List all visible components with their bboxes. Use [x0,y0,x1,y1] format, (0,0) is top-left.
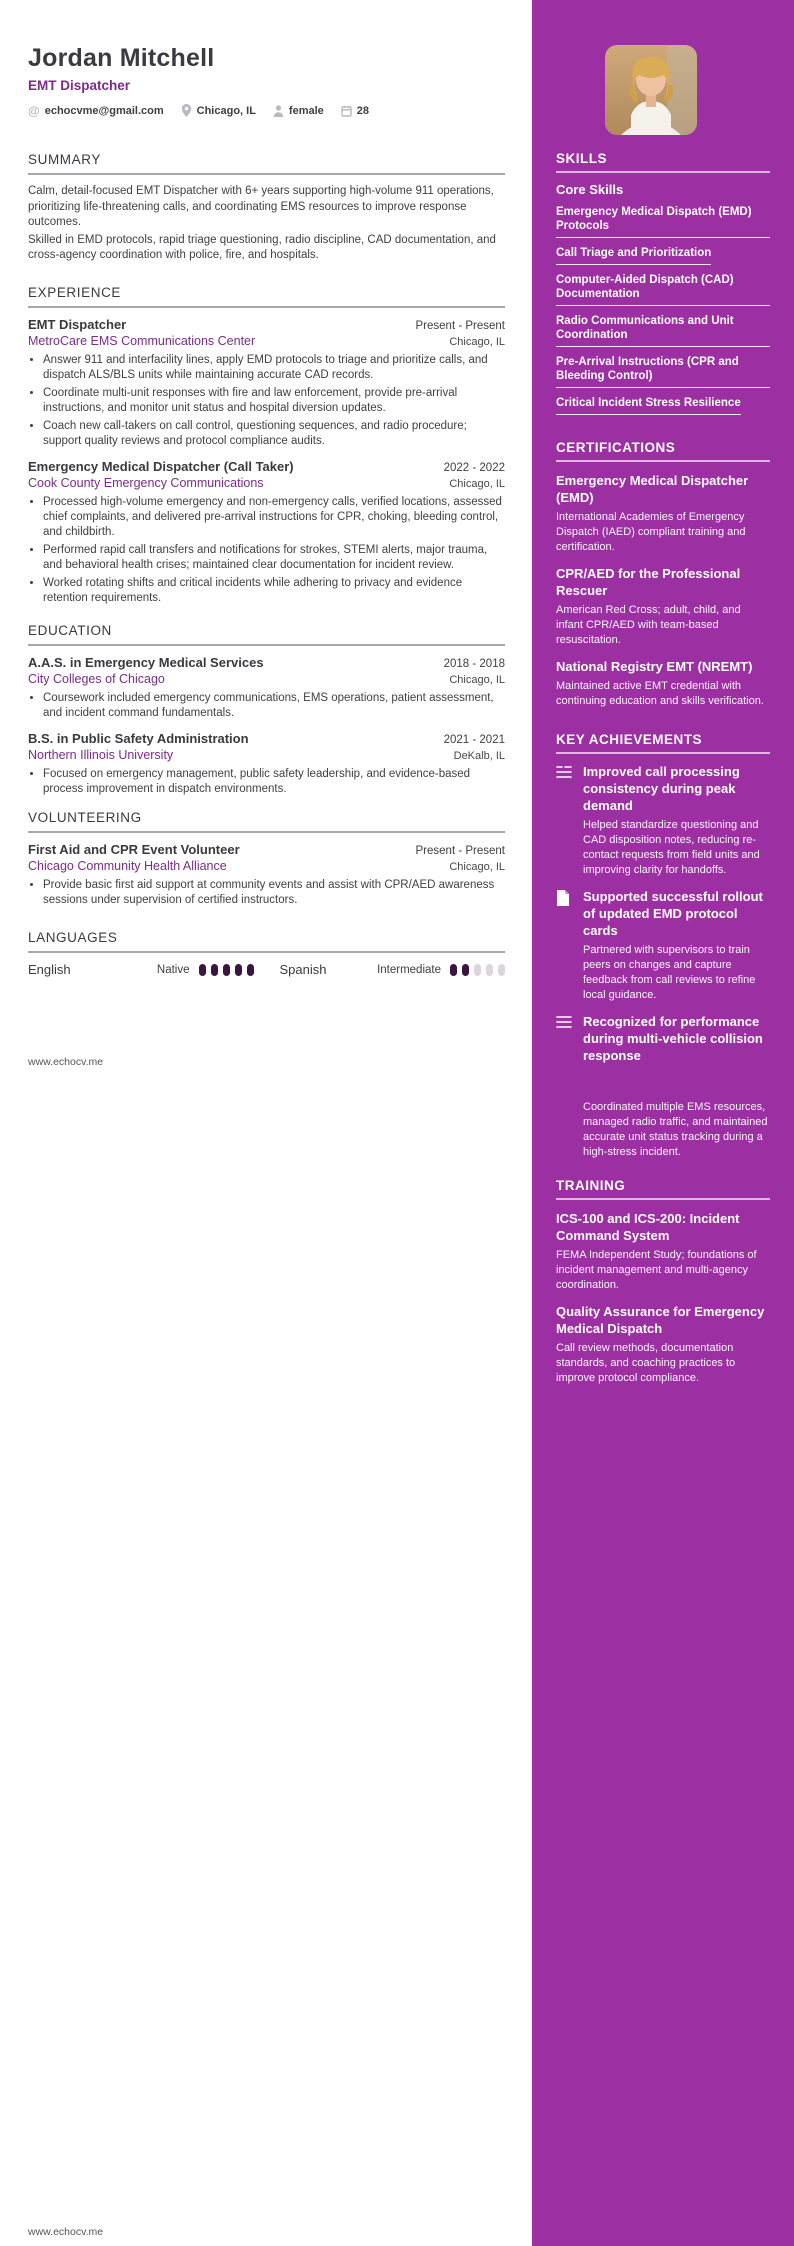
email-at-icon: @ [28,103,40,118]
skill-item: Emergency Medical Dispatch (EMD) Protocols [556,205,770,238]
education-entry [28,731,505,797]
volunteering-section [28,810,505,911]
certification-description: International Academies of Emergency Dispatch (IAED) compliant training and certification. [556,511,746,553]
contact-gender-text: female [288,104,324,117]
volunteer-dates: Present - Present [415,845,505,857]
achievement-item [556,888,770,1003]
certification-item [556,658,770,709]
education-heading: EDUCATION [28,623,112,638]
job-bullet: • Performed rapid call transfers and notifications for strokes, STEMI alerts, major trauma, and behavioral health crises; maintained clear documentation for incident review. [43,543,505,573]
training-item [556,1303,770,1386]
achievement-description: Coordinated multiple EMS resources, managed radio traffic, and maintained accurate unit status tracking during a high-stress incident. [583,1101,768,1158]
skill-item: Call Triage and Prioritization [556,246,711,265]
job-title: EMT Dispatcher [28,317,127,332]
summary-section [28,152,505,266]
job-bullet: • Coach new call-takers on call control, questioning sequences, and radio procedure; support quality reviews and protocol compliance audits. [43,419,505,449]
degree-bullet-list [28,691,505,721]
language-level: Intermediate [377,963,441,976]
language-item [280,962,506,977]
skills-group-label: Core Skills [556,182,624,197]
volunteering-entry [28,842,505,908]
resume-sidebar [532,0,794,2246]
language-name: English [28,962,71,977]
key-achievements-section [556,732,770,1064]
volunteer-bullet: • Provide basic first aid support at community events and assist with CPR/AED awareness sessions under supervision of certified instructors. [43,878,505,908]
school-location: DeKalb, IL [453,750,505,762]
degree-bullet-list [28,767,505,797]
achievement-title: Recognized for performance during multi-vehicle collision response [583,1014,763,1063]
sidebar-divider [556,171,770,173]
certification-description: American Red Cross; adult, child, and infant CPR/AED with team-based resuscitation. [556,604,741,646]
degree-title: B.S. in Public Safety Administration [28,731,249,746]
summary-paragraph: Calm, detail-focused EMT Dispatcher with 6+ years supporting high-volume 911 operations, prioritizing life-threatening calls, and coordinating EMS resources to improve response outcomes. [28,185,494,228]
job-bullet-list [28,495,505,606]
languages-section [28,930,505,977]
job-bullet: • Coordinate multi-unit responses with fire and law enforcement, provide pre-arrival instructions, and monitor unit status and hospital diversion updates. [43,386,505,416]
job-company: MetroCare EMS Communications Center [28,334,256,348]
website-link[interactable]: www.echocv.me [28,1056,104,1068]
section-divider [28,173,505,175]
language-item [28,962,254,977]
candidate-name: Jordan Mitchell [28,44,215,72]
certifications-heading: CERTIFICATIONS [556,440,676,455]
language-proficiency-dots [199,964,254,976]
school-name: City Colleges of Chicago [28,672,165,686]
education-entry [28,655,505,721]
training-section [556,1178,770,1386]
training-description: Call review methods, documentation standards, and coaching practices to improve protocol compliance. [556,1342,736,1384]
contact-location [181,104,256,117]
experience-section [28,285,505,609]
language-proficiency-dots [450,964,505,976]
achievement-title: Supported successful rollout of updated EMD protocol cards [583,889,763,938]
volunteer-bullet-list [28,878,505,908]
job-dates: Present - Present [415,320,505,332]
achievement-description: Partnered with supervisors to train peers on changes and capture feedback from call reviews to refine local guidance. [583,944,756,1001]
contact-email[interactable] [28,105,164,117]
menu-lines-icon [556,1013,573,1064]
volunteer-title: First Aid and CPR Event Volunteer [28,842,240,857]
job-location: Chicago, IL [449,478,505,490]
school-name: Northern Illinois University [28,748,174,762]
job-bullet-list [28,353,505,449]
sidebar-page2 [556,1100,770,1386]
job-bullet: • Worked rotating shifts and critical incidents while adhering to privacy and evidence retention requirements. [43,576,505,606]
section-divider [28,644,505,646]
document-icon [556,888,573,1003]
skills-heading: SKILLS [556,151,608,166]
volunteering-heading: VOLUNTEERING [28,810,142,825]
sidebar-divider [556,460,770,462]
language-level: Native [156,963,190,976]
skill-item: Radio Communications and Unit Coordination [556,314,770,347]
location-pin-icon [181,104,192,117]
experience-entry [28,317,505,449]
contact-location-text: Chicago, IL [196,104,256,117]
skills-section [556,151,770,423]
volunteer-location: Chicago, IL [449,861,505,873]
training-item [556,1210,770,1293]
job-location: Chicago, IL [449,336,505,348]
calendar-icon [341,105,352,117]
resume-header [28,44,505,117]
website-link[interactable]: www.echocv.me [28,2226,104,2238]
training-title: Quality Assurance for Emergency Medical Dispatch [556,1304,765,1336]
job-bullet: • Answer 911 and interfacility lines, apply EMD protocols to triage and prioritize calls, and dispatch ALS/BLS units while maintaining accurate CAD records. [43,353,505,383]
contact-row [28,104,505,117]
section-divider [28,306,505,308]
contact-age [341,105,369,117]
achievement-item [556,763,770,878]
certification-item [556,472,770,555]
degree-bullet: • Focused on emergency management, public safety leadership, and evidence-based process improvement in dispatch environments. [43,767,505,797]
list-lines-icon [556,763,573,878]
sidebar-divider [556,1198,770,1200]
languages-row [28,962,505,977]
degree-dates: 2021 - 2021 [443,734,505,746]
person-icon [273,105,284,117]
profile-photo [605,45,697,135]
training-heading: TRAINING [556,1178,626,1193]
skill-item: Computer-Aided Dispatch (CAD) Documentation [556,273,770,306]
achievement-item [556,1013,770,1064]
language-name: Spanish [279,962,327,977]
skill-item: Pre-Arrival Instructions (CPR and Bleeding Control) [556,355,770,388]
school-location: Chicago, IL [449,674,505,686]
education-section [28,623,505,800]
certifications-section [556,440,770,709]
achievement-description: Helped standardize questioning and CAD disposition notes, reducing re-contact requests from field units and improving clarity for handoffs. [583,819,760,876]
section-divider [28,831,505,833]
training-description: FEMA Independent Study; foundations of incident management and multi-agency coordination. [556,1249,757,1291]
summary-heading: SUMMARY [28,152,101,167]
training-title: ICS-100 and ICS-200: Incident Command System [556,1211,740,1243]
job-bullet: • Processed high-volume emergency and non-emergency calls, verified locations, assessed chief complaints, and delivered pre-arrival instructions for CPR, choking, bleeding control, and childbirth. [43,495,505,540]
certification-item [556,565,770,648]
section-divider [28,951,505,953]
certification-description: Maintained active EMT credential with continuing education and skills verification. [556,680,764,707]
certification-title: CPR/AED for the Professional Rescuer [556,566,741,598]
languages-heading: LANGUAGES [28,930,118,945]
key-achievements-heading: KEY ACHIEVEMENTS [556,732,703,747]
contact-age-text: 28 [356,104,370,117]
degree-dates: 2018 - 2018 [443,658,505,670]
job-company: Cook County Emergency Communications [28,476,264,490]
contact-gender [273,105,324,117]
certification-title: Emergency Medical Dispatcher (EMD) [556,473,749,505]
candidate-title: EMT Dispatcher [28,78,131,93]
job-dates: 2022 - 2022 [443,462,505,474]
volunteer-organization: Chicago Community Health Alliance [28,859,227,873]
achievement-title: Improved call processing consistency during peak demand [583,764,740,813]
summary-paragraph: Skilled in EMD protocols, rapid triage questioning, radio discipline, CAD documentation, and cross-agency coordination with police, fire, and hospitals. [28,233,496,261]
certification-title: National Registry EMT (NREMT) [556,659,753,674]
job-title: Emergency Medical Dispatcher (Call Taker) [28,459,294,474]
degree-title: A.A.S. in Emergency Medical Services [28,655,264,670]
experience-heading: EXPERIENCE [28,285,122,300]
experience-entry [28,459,505,606]
skill-item: Critical Incident Stress Resilience [556,396,741,415]
sidebar-divider [556,752,770,754]
degree-bullet: • Coursework included emergency communications, EMS operations, patient assessment, and incident command fundamentals. [43,691,505,721]
contact-email-text: echocvme@gmail.com [44,104,164,117]
